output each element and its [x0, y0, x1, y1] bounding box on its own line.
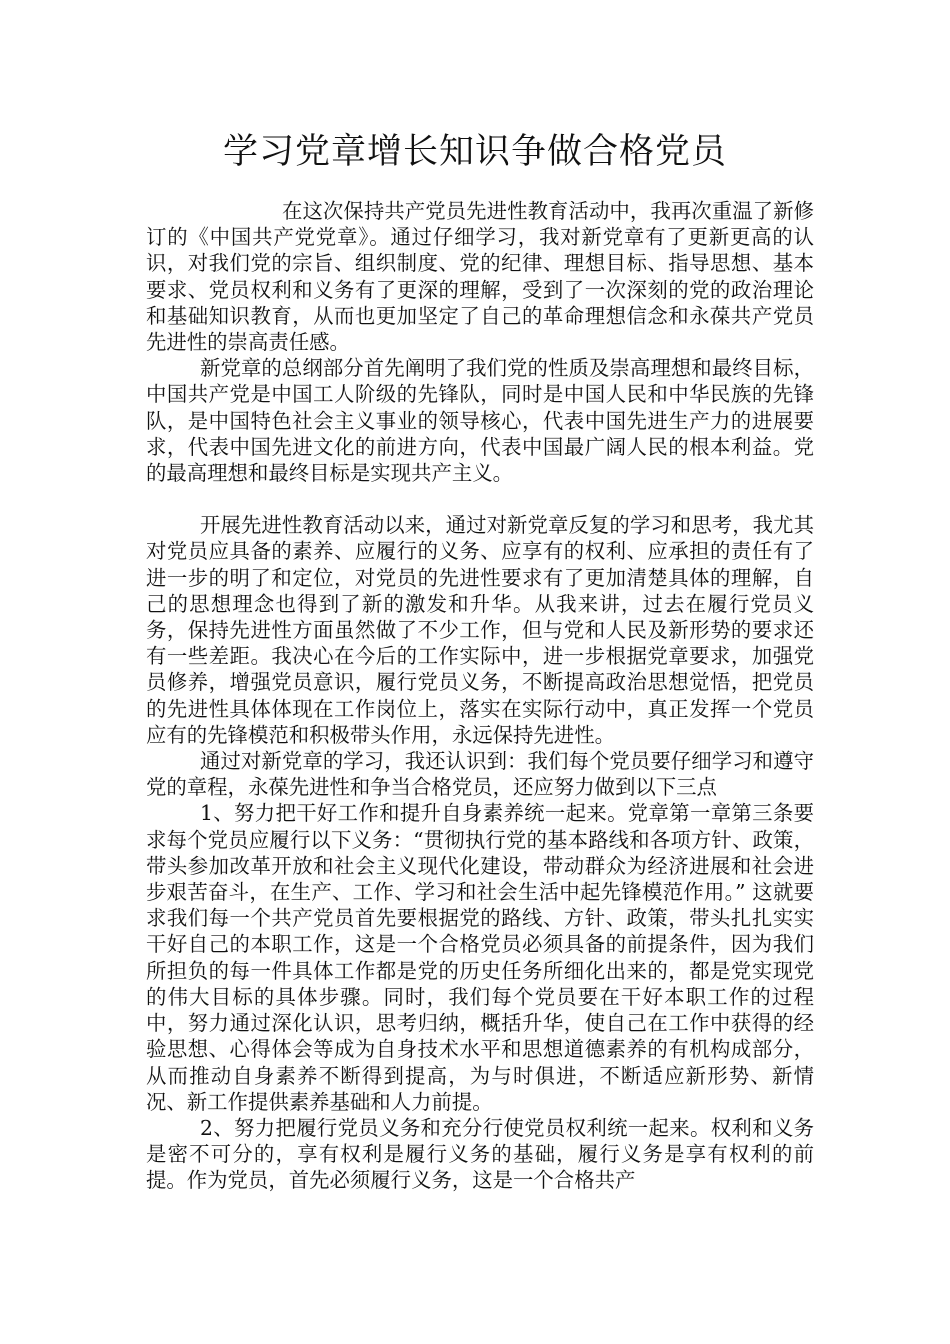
paragraph-intro: 在这次保持共产党员先进性教育活动中，我再次重温了新修订的《中国共产党党章》。通过仔细学习，我对新党章有了更新更高的认识，对我们党的宗旨、组织制度、党的纪律、理想目标、指导思想、基本要求、党员权利和义务有了更深的理解，受到了一次深刻的党的政治理论和基础知识教育，从而也更加坚定了自己的革命理想信念和永葆共产党员先进性的崇高责任感。	[146, 199, 814, 355]
paragraph-point-1: 1、努力把干好工作和提升自身素养统一起来。党章第一章第三条要求每个党员应履行以下义务：“贯彻执行党的基本路线和各项方针、政策，带头参加改革开放和社会主义现代化建设，带动群众为经济进展和社会进步艰苦奋斗，在生产、工作、学习和社会生活中起先锋模范作用。” 这就要求我们每一个共产党员首先要根据党的路线、方针、政策，带头扎扎实实干好自己的本职工作，这是一个合格党员必须具备的前提条件，因为我们所担负的每一件具体工作都是党的历史任务所细化出来的，都是党实现党的伟大目标的具体步骤。同时，我们每个党员要在干好本职工作的过程中，努力通过深化认识，思考归纳，概括升华，使自己在工作中获得的经验思想、心得体会等成为自身技术水平和思想道德素养的有机构成部分，从而推动自身素养不断得到提高，为与时俱进，不断适应新形势、新情况、新工作提供素养基础和人力前提。	[146, 801, 814, 1114]
document-title: 学习党章增长知识争做合格党员	[222, 132, 727, 172]
paragraph-education-activity: 开展先进性教育活动以来，通过对新党章反复的学习和思考，我尤其对党员应具备的素养、应履行的义务、应享有的权利、应承担的责任有了进一步的明了和定位，对党员的先进性要求有了更加清楚具体的理解，自己的思想理念也得到了新的激发和升华。从我来讲，过去在履行党员义务，保持先进性方面虽然做了不少工作，但与党和人民及新形势的要求还有一些差距。我决心在今后的工作实际中，进一步根据党章要求，加强党员修养，增强党员意识，履行党员义务，不断提高政治思想觉悟，把党员的先进性具体体现在工作岗位上，落实在实际行动中，真正发挥一个党员应有的先锋模范和积极带头作用，永远保持先进性。	[146, 513, 814, 747]
paragraph-three-points: 通过对新党章的学习，我还认识到：我们每个党员要仔细学习和遵守党的章程，永葆先进性和争当合格党员，还应努力做到以下三点	[146, 749, 814, 800]
document-body	[146, 198, 814, 1193]
paragraph-general-program: 新党章的总纲部分首先阐明了我们党的性质及崇高理想和最终目标，中国共产党是中国工人阶级的先锋队，同时是中国人民和中华民族的先锋队，是中国特色社会主义事业的领导核心，代表中国先进生产力的进展要求，代表中国先进文化的前进方向，代表中国最广阔人民的根本利益。党的最高理想和最终目标是实现共产主义。	[146, 356, 814, 486]
paragraph-point-2: 2、努力把履行党员义务和充分行使党员权利统一起来。权利和义务是密不可分的，享有权利是履行义务的基础，履行义务是享有权利的前提。作为党员，首先必须履行义务，这是一个合格共产	[146, 1115, 814, 1193]
